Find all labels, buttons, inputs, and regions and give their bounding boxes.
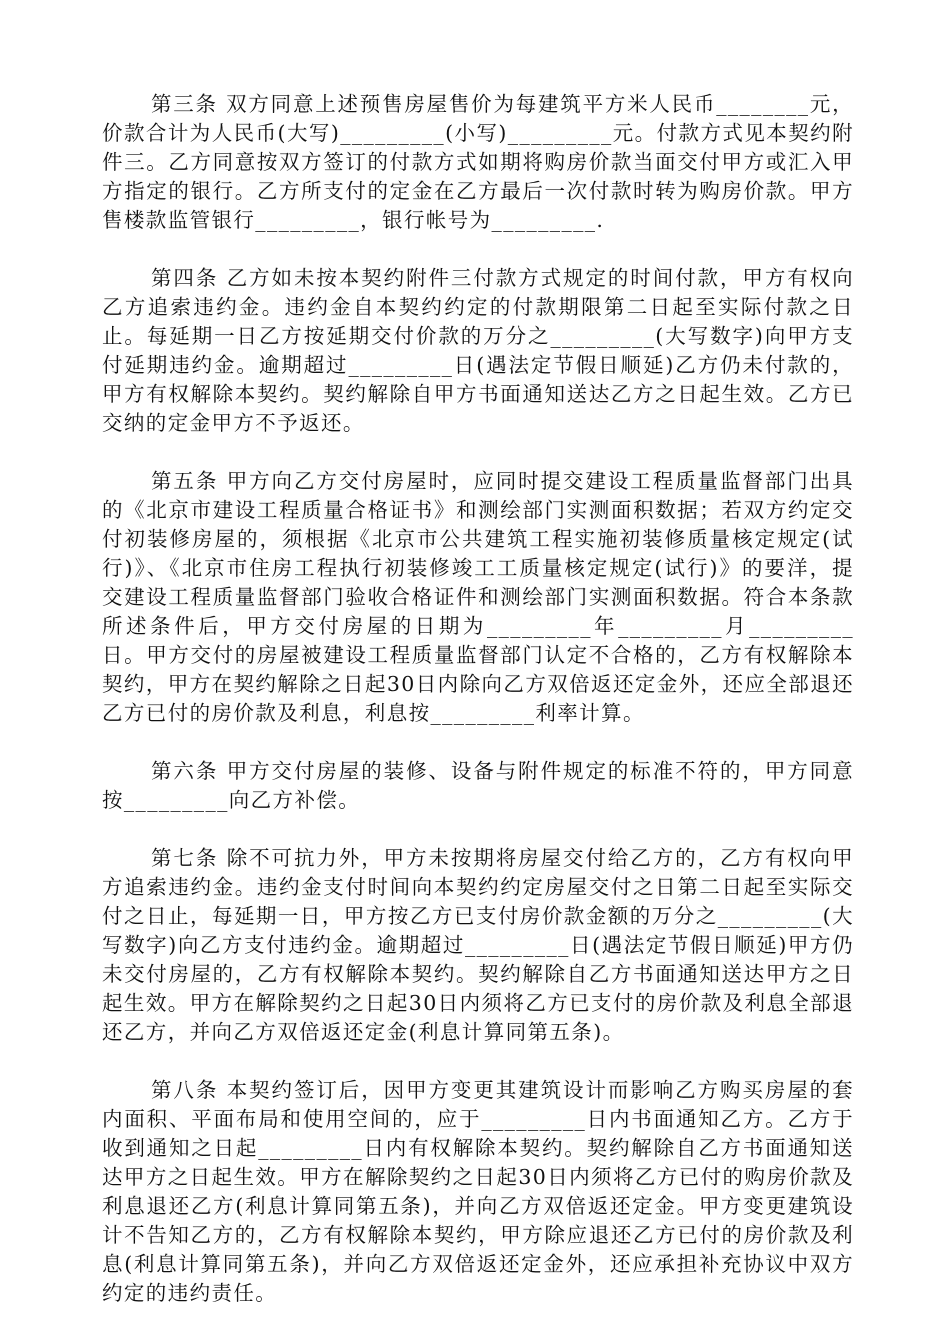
article-7-paragraph: 第七条 除不可抗力外，甲方未按期将房屋交付给乙方的，乙方有权向甲方追索违约金。违约金支付时间向本契约约定房屋交付之日第二日起至实际交付之日止，每延期一日，甲方按乙方已支付房价款金额的万分之_________(大写数字)向乙方支付违约金。逾期超过_________日(遇法定节假日顺延)甲方仍未交付房屋的，乙方有权解除本契约。契约解除自乙方书面通知送达甲方之日起生效。甲方在解除契约之日起30日内须将乙方已支付的房价款及利息全部退还乙方，并向乙方双倍返还定金(利息计算同第五条)。: [102, 846, 854, 1044]
article-4-paragraph: 第四条 乙方如未按本契约附件三付款方式规定的时间付款，甲方有权向乙方追索违约金。违约金自本契约约定的付款期限第二日起至实际付款之日止。每延期一日乙方按延期交付价款的万分之_________(大写数字)向甲方支付延期违约金。逾期超过_________日(遇法定节假日顺延)乙方仍未付款的，甲方有权解除本契约。契约解除自甲方书面通知送达乙方之日起生效。乙方已交纳的定金甲方不予返还。: [102, 266, 854, 435]
article-6-paragraph: 第六条 甲方交付房屋的装修、设备与附件规定的标准不符的，甲方同意按_________向乙方补偿。: [102, 759, 854, 812]
document-body: [102, 90, 854, 1337]
article-3-paragraph: 第三条 双方同意上述预售房屋售价为每建筑平方米人民币________元，价款合计为人民币(大写)_________(小写)_________元。付款方式见本契约附件三。乙方同意按双方签订的付款方式如期将购房价款当面交付甲方或汇入甲方指定的银行。乙方所支付的定金在乙方最后一次付款时转为购房价款。甲方售楼款监管银行_________，银行帐号为_________.: [102, 92, 854, 232]
article-8-paragraph: 第八条 本契约签订后，因甲方变更其建筑设计而影响乙方购买房屋的套内面积、平面布局和使用空间的，应于_________日内书面通知乙方。乙方于收到通知之日起_________日内有权解除本契约。契约解除自乙方书面通知送达甲方之日起生效。甲方在解除契约之日起30日内须将乙方已付的购房价款及利息退还乙方(利息计算同第五条)，并向乙方双倍返还定金。甲方变更建筑设计不告知乙方的，乙方有权解除本契约，甲方除应退还乙方已付的房价款及利息(利息计算同第五条)，并向乙方双倍返还定金外，还应承担补充协议中双方约定的违约责任。: [102, 1078, 854, 1305]
article-5-paragraph: 第五条 甲方向乙方交付房屋时，应同时提交建设工程质量监督部门出具的《北京市建设工程质量合格证书》和测绘部门实测面积数据；若双方约定交付初装修房屋的，须根据《北京市公共建筑工程实施初装修质量核定规定(试行)》、《北京市住房工程执行初装修竣工工质量核定规定(试行)》的要洋，提交建设工程质量监督部门验收合格证件和测绘部门实测面积数据。符合本条款所述条件后，甲方交付房屋的日期为_________年_________月_________日。甲方交付的房屋被建设工程质量监督部门认定不合格的，乙方有权解除本契约，甲方在契约解除之日起30日内除向乙方双倍返还定金外，还应全部退还乙方已付的房价款及利息，利息按_________利率计算。: [102, 469, 854, 725]
